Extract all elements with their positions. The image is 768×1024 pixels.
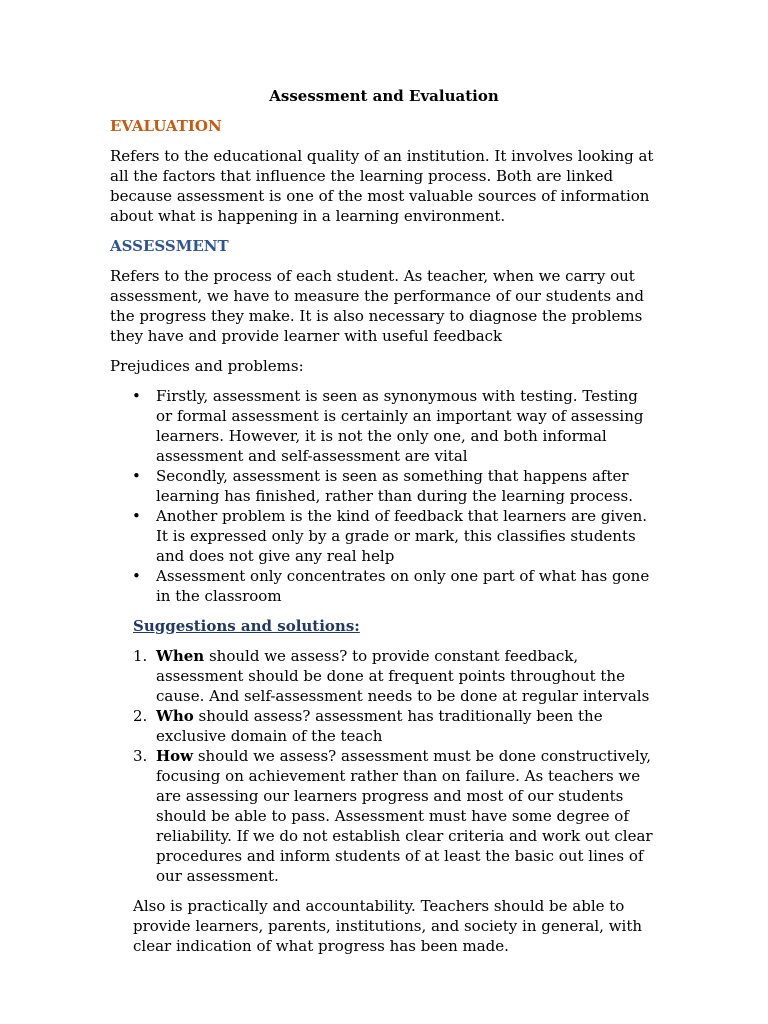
list-item (110, 706, 658, 746)
list-item (110, 566, 658, 606)
list-item (110, 506, 658, 566)
list-item (110, 646, 658, 706)
bullet-icon: • (132, 567, 141, 585)
assessment-heading: ASSESSMENT (110, 237, 229, 255)
bullet-icon: • (132, 467, 141, 485)
assessment-paragraph: Refers to the process of each student. As teacher, when we carry out assessment, we have to measure the performance of our students and the progress they make. It is also necessary to diagnose the problems they have and provide learner with useful feedback (110, 267, 645, 345)
list-number: 2. (133, 707, 148, 725)
list-item-text: Assessment only concentrates on only one part of what has gone in the classroom (156, 567, 650, 605)
list-item-text: Another problem is the kind of feedback that learners are given. It is expressed only by a grade or mark, this classifies students and does not give any real help (156, 507, 648, 565)
suggestions-list (110, 646, 658, 886)
list-item (110, 746, 658, 886)
list-item-keyword: When (156, 647, 205, 665)
list-item-keyword: Who (156, 707, 194, 725)
suggestions-heading: Suggestions and solutions: (133, 617, 360, 635)
list-number: 1. (133, 647, 148, 665)
document-title: Assessment and Evaluation (269, 87, 499, 105)
list-item-keyword: How (156, 747, 194, 765)
prejudices-list (110, 386, 658, 606)
list-item (110, 386, 658, 466)
prejudices-heading: Prejudices and problems: (110, 357, 304, 375)
bullet-icon: • (132, 387, 141, 405)
list-item (110, 466, 658, 506)
closing-paragraph: Also is practically and accountability. Teachers should be able to provide learners, parents, institutions, and society in general, with clear indication of what progress has been made. (133, 897, 643, 955)
bullet-icon: • (132, 507, 141, 525)
evaluation-paragraph: Refers to the educational quality of an institution. It involves looking at all the factors that influence the learning process. Both are linked because assessment is one of the most valuable sources of information about what is happening in a learning environment. (110, 147, 654, 225)
list-number: 3. (133, 747, 148, 765)
list-item-text: Firstly, assessment is seen as synonymous with testing. Testing or formal assessment is certainly an important way of assessing learners. However, it is not the only one, and both informal assessment and self-assessment are vital (156, 387, 644, 465)
list-item-text: should we assess? to provide constant feedback, assessment should be done at frequent points throughout the cause. And self-assessment needs to be done at regular intervals (156, 647, 650, 705)
list-item-text: should we assess? assessment must be done constructively, focusing on achievement rather than on failure. As teachers we are assessing our learners progress and most of our students should be able to pass. Assessment must have some degree of reliability. If we do not establish clear criteria and work out clear procedures and inform students of at least the basic out lines of our assessment. (156, 747, 653, 885)
document-page (110, 86, 658, 956)
list-item-text: should assess? assessment has traditionally been the exclusive domain of the teach (156, 707, 603, 745)
evaluation-heading: EVALUATION (110, 117, 222, 135)
list-item-text: Secondly, assessment is seen as something that happens after learning has finished, rather than during the learning process. (156, 467, 633, 505)
